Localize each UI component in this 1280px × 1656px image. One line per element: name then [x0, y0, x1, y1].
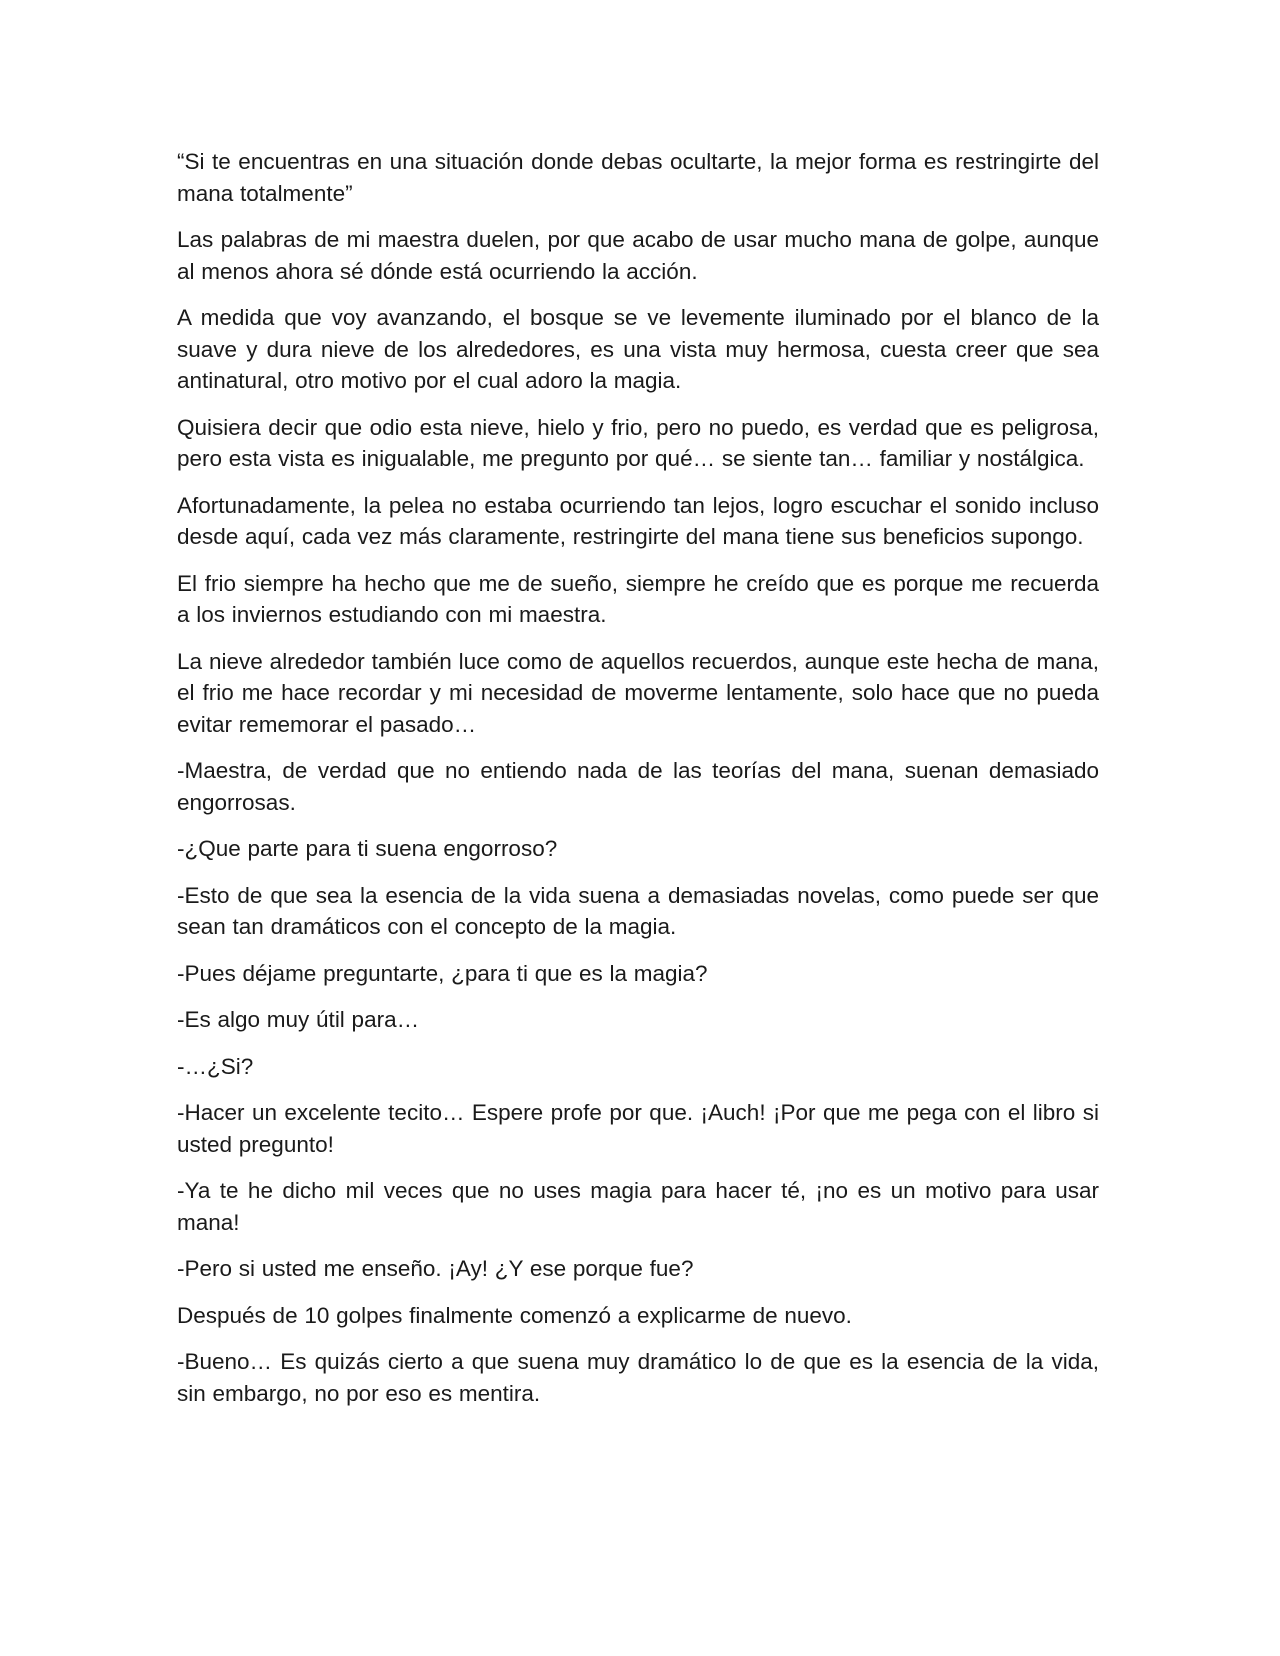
paragraph-3: A medida que voy avanzando, el bosque se ve levemente iluminado por el blanco de la suave y dura nieve de los alrededores, es una vista muy hermosa, cuesta creer que sea antinatural, otro motivo por el cual adoro la magia.	[177, 305, 1099, 393]
paragraph-4: Quisiera decir que odio esta nieve, hielo y frio, pero no puedo, es verdad que es peligrosa, pero esta vista es inigualable, me pregunto por qué… se siente tan… familiar y nostálgica.	[177, 414, 1099, 471]
document-page	[177, 146, 1099, 1424]
paragraph-9: -¿Que parte para ti suena engorroso?	[177, 836, 558, 861]
paragraph-8: -Maestra, de verdad que no entiendo nada de las teorías del mana, suenan demasiado engorrosas.	[177, 758, 1099, 815]
paragraph-10: -Esto de que sea la esencia de la vida suena a demasiadas novelas, como puede ser que sean tan dramáticos con el concepto de la magia.	[177, 882, 1099, 939]
paragraph-12: -Es algo muy útil para…	[177, 1007, 420, 1032]
paragraph-13: -…¿Si?	[177, 1053, 254, 1079]
paragraph-16: -Pero si usted me enseño. ¡Ay! ¿Y ese porque fue?	[177, 1256, 694, 1281]
paragraph-15: -Ya te he dicho mil veces que no uses magia para hacer té, ¡no es un motivo para usar mana!	[177, 1178, 1099, 1235]
paragraph-11: -Pues déjame preguntarte, ¿para ti que es la magia?	[177, 960, 708, 986]
paragraph-1: “Si te encuentras en una situación donde debas ocultarte, la mejor forma es restringirte del mana totalmente”	[177, 149, 1099, 206]
paragraph-5: Afortunadamente, la pelea no estaba ocurriendo tan lejos, logro escuchar el sonido incluso desde aquí, cada vez más claramente, restringirte del mana tiene sus beneficios supongo.	[177, 492, 1099, 549]
paragraph-18: -Bueno… Es quizás cierto a que suena muy dramático lo de que es la esencia de la vida, sin embargo, no por eso es mentira.	[177, 1349, 1099, 1406]
paragraph-2: Las palabras de mi maestra duelen, por que acabo de usar mucho mana de golpe, aunque al menos ahora sé dónde está ocurriendo la acción.	[177, 227, 1099, 284]
paragraph-17: Después de 10 golpes finalmente comenzó a explicarme de nuevo.	[177, 1302, 852, 1328]
paragraph-14: -Hacer un excelente tecito… Espere profe por que. ¡Auch! ¡Por que me pega con el libro si usted pregunto!	[177, 1100, 1099, 1157]
paragraph-7: La nieve alrededor también luce como de aquellos recuerdos, aunque este hecha de mana, el frio me hace recordar y mi necesidad de moverme lentamente, solo hace que no pueda evitar rememorar el pasado…	[177, 648, 1099, 737]
paragraph-6: El frio siempre ha hecho que me de sueño, siempre he creído que es porque me recuerda a los inviernos estudiando con mi maestra.	[177, 570, 1099, 627]
